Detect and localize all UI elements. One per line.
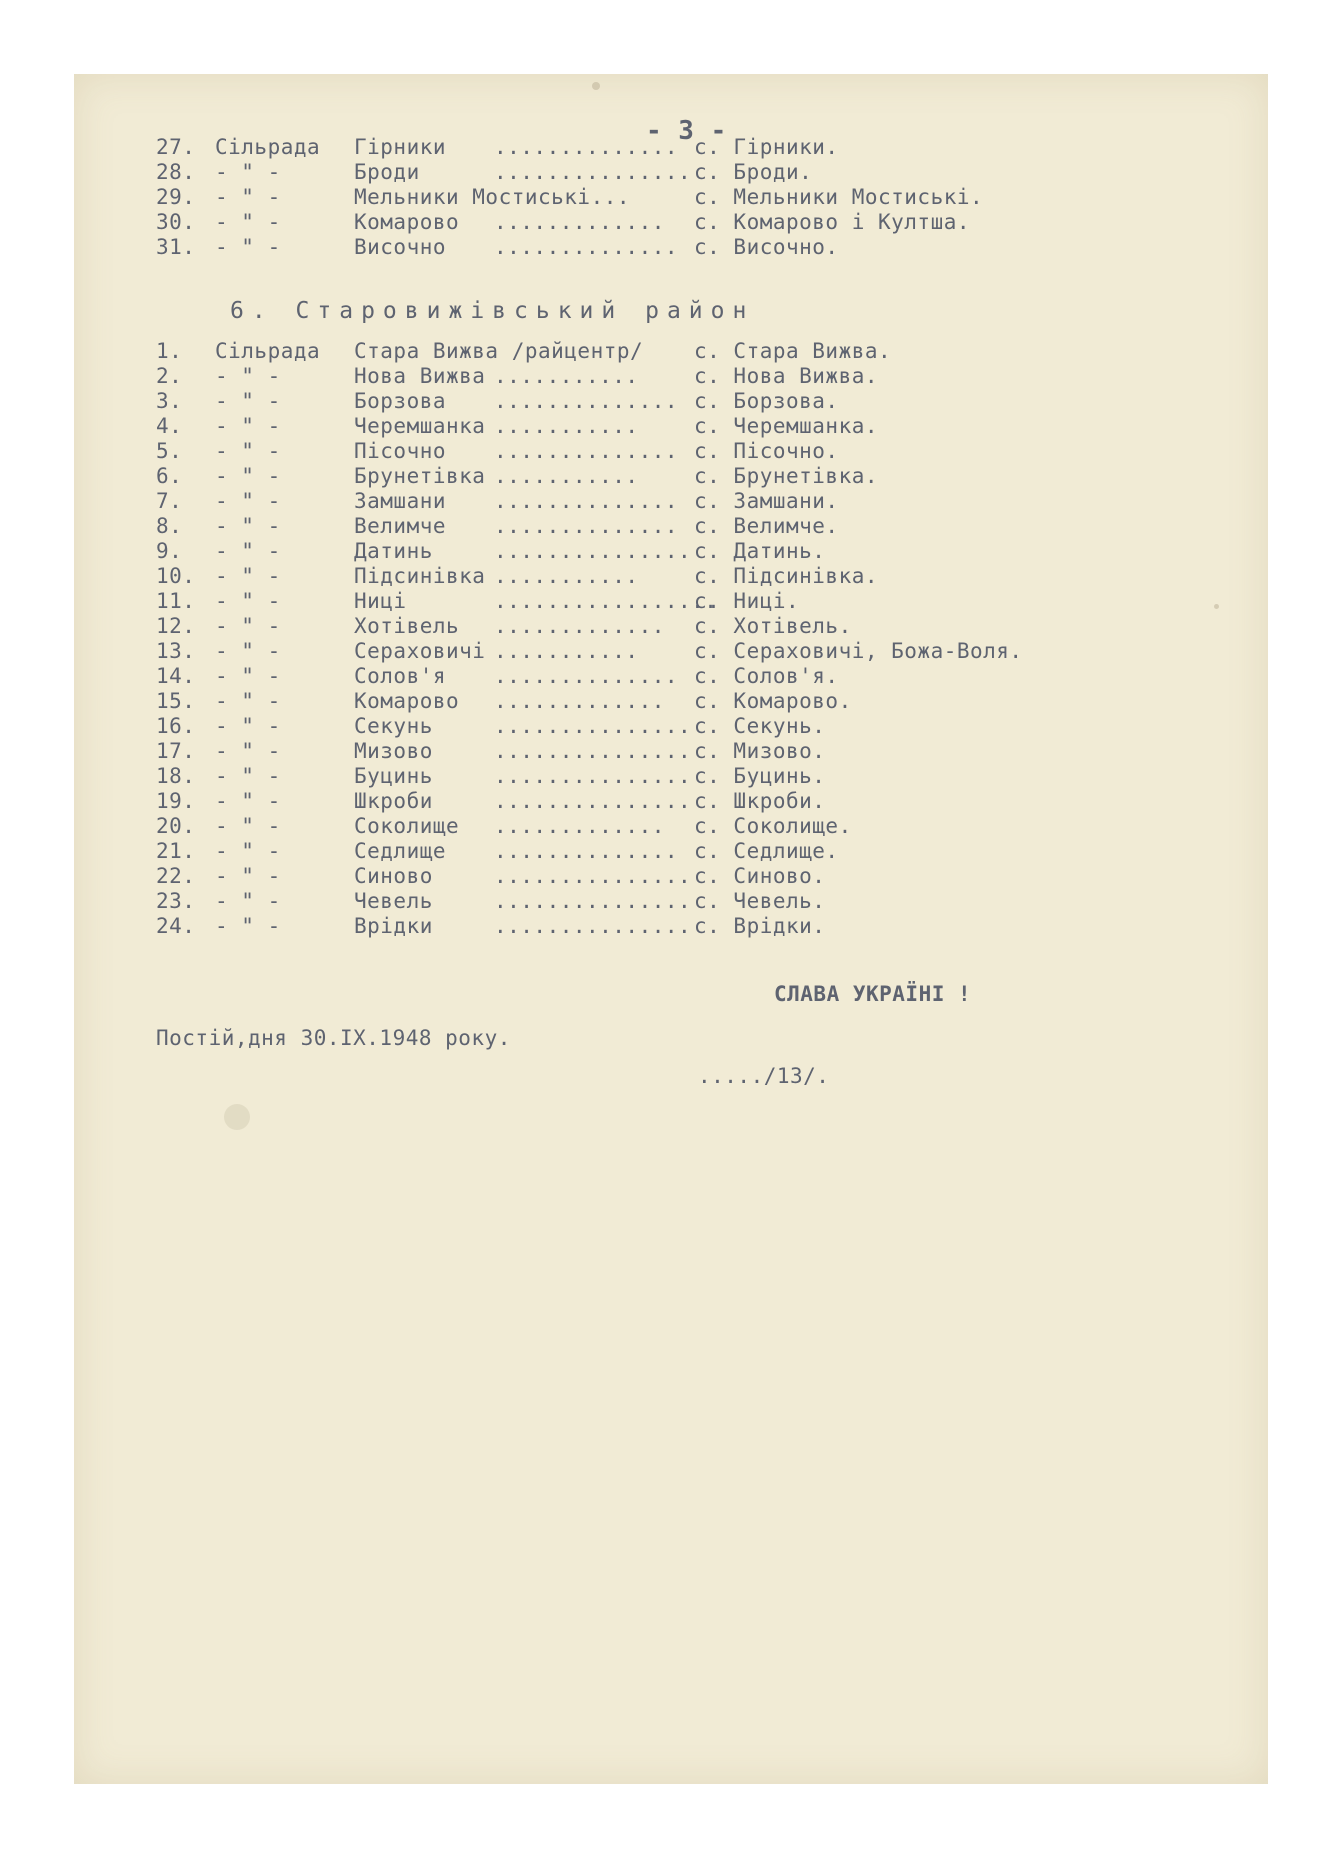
council-label: - " - — [215, 210, 281, 234]
document-sheet — [74, 74, 1268, 1784]
council-label: - " - — [215, 689, 281, 713]
council-label: - " - — [215, 714, 281, 738]
council-label: - " - — [215, 589, 281, 613]
council-name: Мельники Мостиські... — [354, 185, 631, 209]
paper-speck — [592, 82, 600, 90]
council-name: Секунь — [354, 714, 433, 738]
section1-row — [74, 159, 1174, 185]
row-number: 3. — [156, 389, 183, 413]
council-label: - " - — [215, 364, 281, 388]
leader-dots: .............. — [494, 839, 679, 863]
council-name: Гірники — [354, 135, 447, 159]
row-number: 1. — [156, 339, 183, 363]
council-label: - " - — [215, 814, 281, 838]
council-label: - " - — [215, 839, 281, 863]
village-name: с. Стара Вижва. — [694, 339, 892, 363]
place-date-line: Постій,дня 30.ІХ.1948 року. — [156, 1026, 511, 1050]
row-number: 28. — [156, 160, 196, 184]
village-name: с. Ниці. — [694, 589, 800, 613]
leader-dots: .............. — [494, 489, 679, 513]
section2-row — [74, 888, 1174, 914]
section2-row — [74, 763, 1174, 789]
council-name: Чевель — [354, 889, 433, 913]
council-name: Броди — [354, 160, 420, 184]
row-number: 13. — [156, 639, 196, 663]
section2-row — [74, 688, 1174, 714]
leader-dots: ............... — [494, 864, 692, 888]
section2-row — [74, 438, 1174, 464]
council-name: Мизово — [354, 739, 433, 763]
row-number: 2. — [156, 364, 183, 388]
council-label: - " - — [215, 539, 281, 563]
section1-row — [74, 234, 1174, 260]
village-name: с. Броди. — [694, 160, 813, 184]
council-label: - " - — [215, 185, 281, 209]
village-name: с. Врідки. — [694, 914, 826, 938]
council-label: - " - — [215, 889, 281, 913]
leader-dots: .............. — [494, 235, 679, 259]
village-name: с. Секунь. — [694, 714, 826, 738]
council-name: Замшани — [354, 489, 447, 513]
leader-dots: ........... — [494, 414, 639, 438]
council-name: Нова Вижва — [354, 364, 486, 388]
council-label: - " - — [215, 739, 281, 763]
row-number: 31. — [156, 235, 196, 259]
section2-row — [74, 463, 1174, 489]
page-number: - 3 - — [646, 116, 727, 146]
paper-speck — [1214, 604, 1219, 609]
village-name: с. Буцинь. — [694, 764, 826, 788]
council-label: - " - — [215, 464, 281, 488]
village-name: с. Соколище. — [694, 814, 852, 838]
leader-dots: ............... — [494, 739, 692, 763]
section2-row — [74, 363, 1174, 389]
row-number: 8. — [156, 514, 183, 538]
leader-dots: ................. — [494, 589, 718, 613]
council-name: Датинь — [354, 539, 433, 563]
council-name: Стара Вижва /райцентр/ — [354, 339, 644, 363]
section2-row — [74, 663, 1174, 689]
section2-row — [74, 738, 1174, 764]
village-name: с. Датинь. — [694, 539, 826, 563]
council-label: - " - — [215, 864, 281, 888]
leader-dots: ........... — [494, 364, 639, 388]
row-number: 30. — [156, 210, 196, 234]
row-number: 12. — [156, 614, 196, 638]
council-label: Сільрада — [215, 135, 321, 159]
section2-row — [74, 588, 1174, 614]
row-number: 11. — [156, 589, 196, 613]
section2-row — [74, 913, 1174, 939]
row-number: 18. — [156, 764, 196, 788]
leader-dots: ............. — [494, 689, 665, 713]
council-name: Ниці — [354, 589, 407, 613]
council-label: - " - — [215, 764, 281, 788]
row-number: 6. — [156, 464, 183, 488]
village-name: с. Синово. — [694, 864, 826, 888]
leader-dots: ........... — [494, 564, 639, 588]
village-name: с. Пісочно. — [694, 439, 839, 463]
council-label: - " - — [215, 389, 281, 413]
section2-row — [74, 788, 1174, 814]
row-number: 21. — [156, 839, 196, 863]
section2-row — [74, 338, 1174, 364]
row-number: 20. — [156, 814, 196, 838]
section2-row — [74, 638, 1174, 664]
village-name: с. Сераховичі, Божа-Воля. — [694, 639, 1023, 663]
leader-dots: ........... — [494, 464, 639, 488]
leader-dots: ............... — [494, 789, 692, 813]
village-name: с. Мельники Мостиські. — [694, 185, 984, 209]
council-label: - " - — [215, 489, 281, 513]
paper-speck — [224, 1104, 250, 1130]
village-name: с. Чевель. — [694, 889, 826, 913]
council-name: Солов'я — [354, 664, 447, 688]
council-label: - " - — [215, 235, 281, 259]
council-name: Брунетівка — [354, 464, 486, 488]
row-number: 9. — [156, 539, 183, 563]
leader-dots: .............. — [494, 514, 679, 538]
row-number: 17. — [156, 739, 196, 763]
council-name: Черемшанка — [354, 414, 486, 438]
row-number: 7. — [156, 489, 183, 513]
section2-row — [74, 513, 1174, 539]
council-label: - " - — [215, 614, 281, 638]
council-label: - " - — [215, 564, 281, 588]
village-name: с. Шкроби. — [694, 789, 826, 813]
leader-dots: ............... — [494, 914, 692, 938]
council-name: Буцинь — [354, 764, 433, 788]
village-name: с. Черемшанка. — [694, 414, 879, 438]
closing-slogan: СЛАВА УКРАЇНІ ! — [774, 982, 972, 1006]
council-name: Синово — [354, 864, 433, 888]
leader-dots: ............... — [494, 889, 692, 913]
row-number: 10. — [156, 564, 196, 588]
council-label: - " - — [215, 639, 281, 663]
village-name: с. Гірники. — [694, 135, 839, 159]
leader-dots: ............. — [494, 614, 665, 638]
village-name: с. Комарово. — [694, 689, 852, 713]
council-label: - " - — [215, 789, 281, 813]
section2-row — [74, 613, 1174, 639]
row-number: 16. — [156, 714, 196, 738]
leader-dots: ............. — [494, 814, 665, 838]
leader-dots: .............. — [494, 135, 679, 159]
council-label: - " - — [215, 914, 281, 938]
signature-line: ...../13/. — [698, 1064, 830, 1088]
section1-row — [74, 209, 1174, 235]
village-name: с. Борзова. — [694, 389, 839, 413]
council-label: - " - — [215, 514, 281, 538]
section2-row — [74, 713, 1174, 739]
row-number: 15. — [156, 689, 196, 713]
leader-dots: ............... — [494, 764, 692, 788]
row-number: 24. — [156, 914, 196, 938]
council-name: Хотівель — [354, 614, 460, 638]
village-name: с. Мизово. — [694, 739, 826, 763]
village-name: с. Підсинівка. — [694, 564, 879, 588]
section2-heading: 6. Старовижівський район — [230, 298, 755, 324]
row-number: 5. — [156, 439, 183, 463]
council-name: Височно — [354, 235, 447, 259]
council-label: Сільрада — [215, 339, 321, 363]
leader-dots: .............. — [494, 439, 679, 463]
section1-row — [74, 134, 1174, 160]
council-name: Соколище — [354, 814, 460, 838]
council-name: Комарово — [354, 210, 460, 234]
council-name: Шкроби — [354, 789, 433, 813]
section2-row — [74, 538, 1174, 564]
row-number: 19. — [156, 789, 196, 813]
section2-row — [74, 413, 1174, 439]
leader-dots: .............. — [494, 389, 679, 413]
section1-row — [74, 184, 1174, 210]
leader-dots: .............. — [494, 664, 679, 688]
leader-dots: ............... — [494, 539, 692, 563]
council-name: Борзова — [354, 389, 447, 413]
leader-dots: ........... — [494, 639, 639, 663]
council-name: Врідки — [354, 914, 433, 938]
council-name: Пісочно — [354, 439, 447, 463]
leader-dots: ............. — [494, 210, 665, 234]
section2-row — [74, 488, 1174, 514]
row-number: 14. — [156, 664, 196, 688]
council-name: Сераховичі — [354, 639, 486, 663]
row-number: 29. — [156, 185, 196, 209]
village-name: с. Нова Вижва. — [694, 364, 879, 388]
village-name: с. Велимче. — [694, 514, 839, 538]
section2-row — [74, 388, 1174, 414]
council-name: Підсинівка — [354, 564, 486, 588]
council-name: Велимче — [354, 514, 447, 538]
row-number: 22. — [156, 864, 196, 888]
leader-dots: ............... — [494, 160, 692, 184]
section2-row — [74, 813, 1174, 839]
row-number: 4. — [156, 414, 183, 438]
section2-row — [74, 563, 1174, 589]
section2-row — [74, 863, 1174, 889]
council-label: - " - — [215, 414, 281, 438]
council-label: - " - — [215, 160, 281, 184]
council-name: Комарово — [354, 689, 460, 713]
council-name: Седлище — [354, 839, 447, 863]
village-name: с. Солов'я. — [694, 664, 839, 688]
row-number: 27. — [156, 135, 196, 159]
council-label: - " - — [215, 664, 281, 688]
council-label: - " - — [215, 439, 281, 463]
village-name: с. Брунетівка. — [694, 464, 879, 488]
village-name: с. Седлище. — [694, 839, 839, 863]
village-name: с. Височно. — [694, 235, 839, 259]
village-name: с. Хотівель. — [694, 614, 852, 638]
row-number: 23. — [156, 889, 196, 913]
leader-dots: ............... — [494, 714, 692, 738]
section2-row — [74, 838, 1174, 864]
village-name: с. Замшани. — [694, 489, 839, 513]
village-name: с. Комарово і Култша. — [694, 210, 971, 234]
